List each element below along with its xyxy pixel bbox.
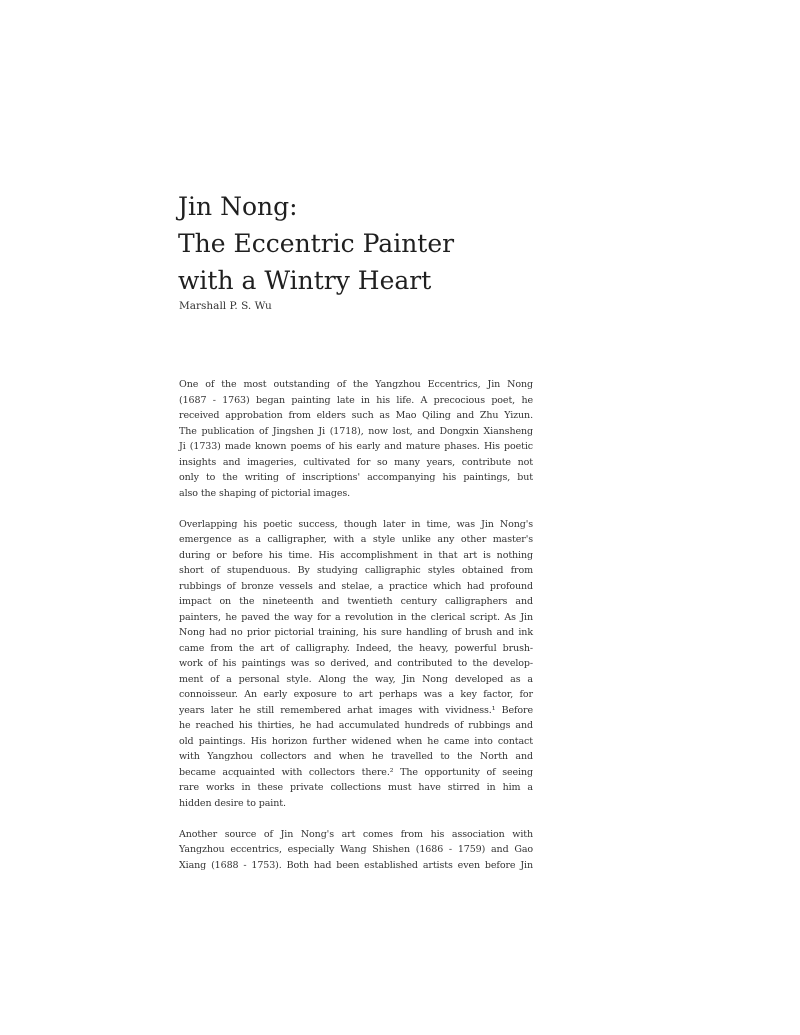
text-line: also the shaping of pictorial images. (179, 487, 351, 499)
text-line: connoisseur. An early exposure to art perhaps was a key factor, for (179, 689, 533, 700)
text-line: he reached his thirties, he had accumulated hundreds of rubbings and (179, 720, 533, 731)
title-line: The Eccentric Painter (178, 229, 455, 258)
paragraph-2 (179, 517, 533, 812)
text-line: became acquainted with collectors there.² The opportunity of seeing (179, 766, 533, 778)
text-line: insights and imageries, cultivated for so many years, contribute not (179, 456, 533, 468)
text-line: Xiang (1688 - 1753). Both had been established artists even before Jin (179, 859, 533, 871)
author-byline: Marshall P. S. Wu (179, 300, 272, 312)
title-line: Jin Nong: (178, 192, 298, 221)
text-line: Overlapping his poetic success, though later in time, was Jin Nong's (179, 518, 533, 530)
text-line: hidden desire to paint. (179, 797, 286, 809)
text-line: with Yangzhou collectors and when he travelled to the North and (179, 751, 533, 762)
text-line: emergence as a calligrapher, with a style unlike any other master's (179, 534, 533, 545)
text-line: painters, he paved the way for a revolution in the clerical script. As Jin (179, 611, 533, 623)
text-line: received approbation from elders such as Mao Qiling and Zhu Yizun. (179, 410, 533, 421)
paragraph-1 (179, 377, 533, 501)
text-line: (1687 - 1763) began painting late in his life. A precocious poet, he (179, 394, 533, 406)
text-line: Yangzhou eccentrics, especially Wang Shishen (1686 - 1759) and Gao (179, 844, 533, 855)
article-title (178, 188, 598, 299)
text-line: ment of a personal style. Along the way, Jin Nong developed as a (179, 673, 533, 685)
text-line: came from the art of calligraphy. Indeed, the heavy, powerful brush- (179, 642, 533, 654)
article-body (179, 377, 533, 889)
text-line: One of the most outstanding of the Yangzhou Eccentrics, Jin Nong (179, 379, 533, 390)
text-line: rubbings of bronze vessels and stelae, a practice which had profound (179, 580, 533, 592)
text-line: only to the writing of inscriptions' accompanying his paintings, but (179, 472, 533, 483)
text-line: rare works in these private collections must have stirred in him a (179, 782, 533, 793)
text-line: short of stupenduous. By studying calligraphic styles obtained from (179, 565, 533, 576)
text-line: old paintings. His horizon further widened when he came into contact (179, 735, 533, 747)
paragraph-3 (179, 827, 533, 874)
text-line: Another source of Jin Nong's art comes from his association with (179, 828, 533, 840)
text-line: years later he still remembered arhat images with vividness.¹ Before (179, 704, 533, 716)
title-line: with a Wintry Heart (178, 266, 432, 295)
text-line: The publication of Jingshen Ji (1718), now lost, and Dongxin Xiansheng (179, 425, 533, 437)
text-line: during or before his time. His accomplishment in that art is nothing (179, 549, 533, 561)
text-line: impact on the nineteenth and twentieth century calligraphers and (179, 596, 533, 607)
text-line: Ji (1733) made known poems of his early and mature phases. His poetic (179, 441, 533, 452)
text-line: work of his paintings was so derived, and contributed to the develop- (179, 658, 533, 669)
text-line: Nong had no prior pictorial training, his sure handling of brush and ink (179, 627, 533, 638)
